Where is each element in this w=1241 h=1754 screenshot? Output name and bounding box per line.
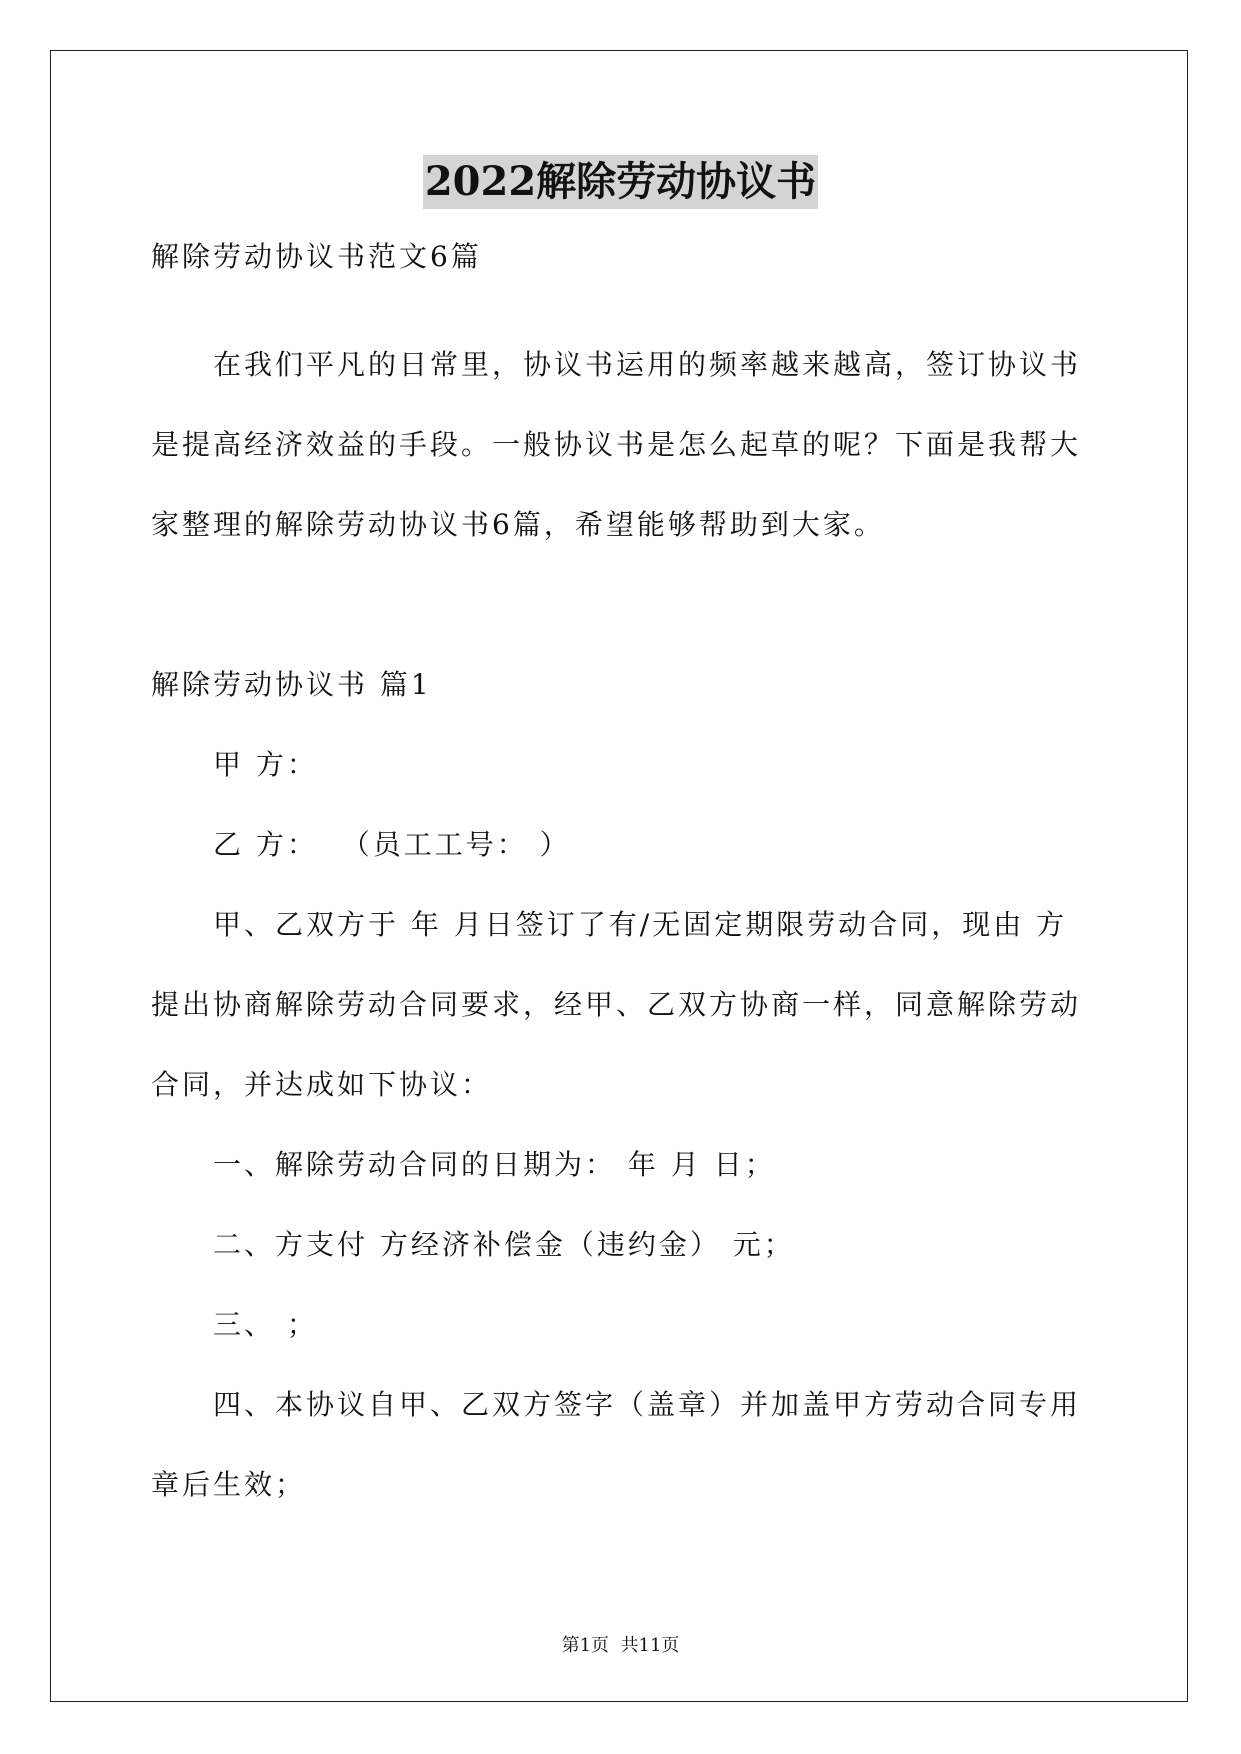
title-container	[0, 155, 1241, 209]
preamble-line-1: 甲、乙双方于 年 月日签订了有/无固定期限劳动合同，现由 方	[213, 908, 1068, 941]
clause-2: 二、方支付 方经济补偿金（违约金） 元；	[213, 1228, 795, 1261]
section-heading: 解除劳动协议书 篇1	[151, 668, 432, 701]
intro-line-3: 家整理的解除劳动协议书6篇，希望能够帮助到大家。	[151, 508, 885, 541]
party-a-field: 甲 方：	[213, 748, 318, 781]
clause-4-line-1: 四、本协议自甲、乙双方签字（盖章）并加盖甲方劳动合同专用	[213, 1388, 1082, 1421]
intro-line-2: 是提高经济效益的手段。一般协议书是怎么起草的呢？下面是我帮大	[151, 428, 1082, 461]
preamble-line-3: 合同，并达成如下协议：	[151, 1068, 493, 1101]
intro-line-1: 在我们平凡的日常里，协议书运用的频率越来越高，签订协议书	[213, 348, 1082, 381]
preamble-line-2: 提出协商解除劳动合同要求，经甲、乙双方协商一样，同意解除劳动	[151, 988, 1082, 1021]
clause-1: 一、解除劳动合同的日期为： 年 月 日；	[213, 1148, 776, 1181]
party-b-field: 乙 方： （员工工号： ）	[213, 828, 571, 861]
subtitle: 解除劳动协议书范文6篇	[151, 240, 482, 273]
clause-4-line-2: 章后生效；	[151, 1468, 307, 1501]
page-number-footer: 第1页 共11页	[561, 1635, 680, 1656]
clause-3: 三、 ；	[213, 1308, 318, 1341]
page-border	[50, 50, 1188, 1702]
document-title: 2022解除劳动协议书	[423, 155, 818, 209]
